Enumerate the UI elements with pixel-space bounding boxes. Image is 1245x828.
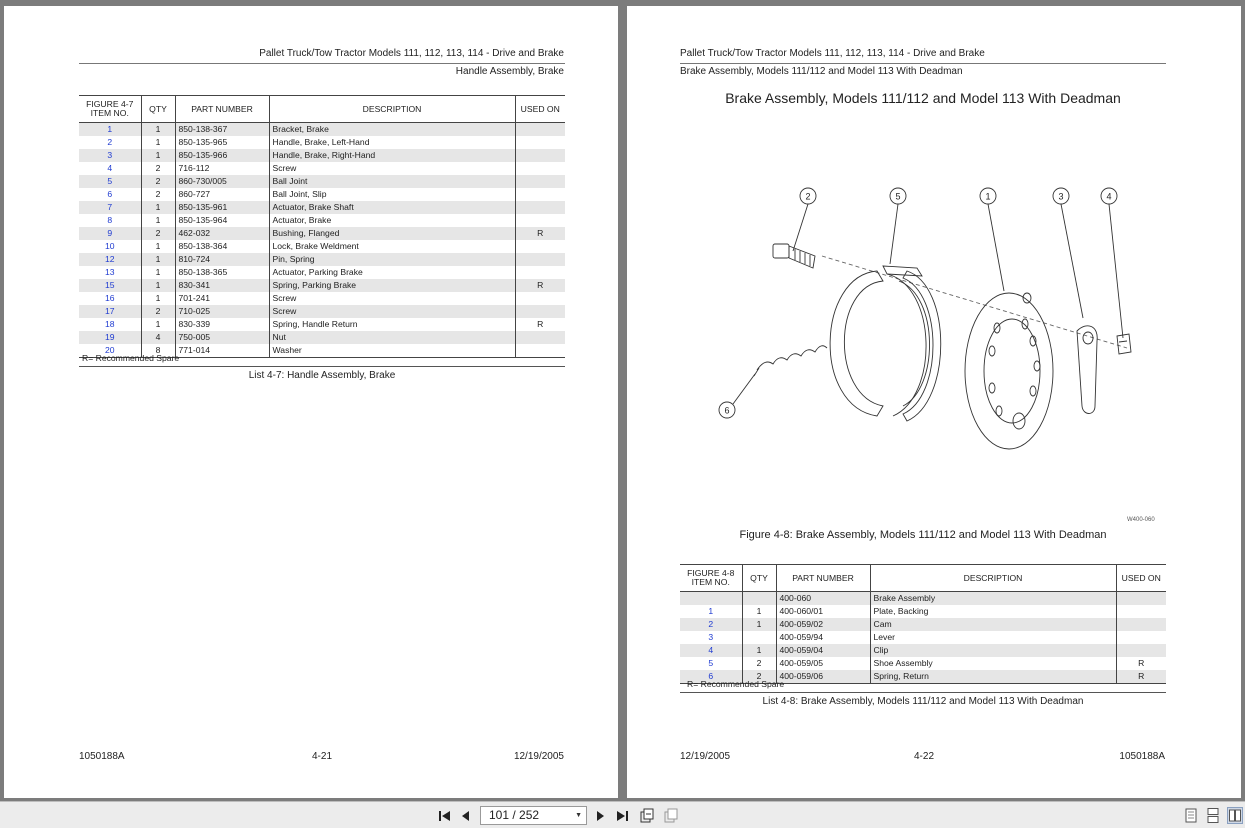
table-row — [79, 279, 565, 292]
part-number-cell: 462-032 — [175, 227, 269, 240]
qty-cell: 1 — [141, 266, 175, 279]
part-number-cell: 860-727 — [175, 188, 269, 201]
part-number-cell: 400-059/94 — [776, 631, 870, 644]
item-number-link[interactable]: 17 — [79, 305, 141, 318]
footer-date: 12/19/2005 — [680, 751, 731, 762]
continuous-icon[interactable] — [1205, 807, 1221, 824]
qty-cell: 1 — [141, 318, 175, 331]
table-row — [79, 214, 565, 227]
used-on-cell: R — [515, 279, 565, 292]
header-item-no: FIGURE 4-7 ITEM NO. — [79, 96, 141, 123]
footer-doc-number: 1050188A — [79, 751, 125, 762]
qty-cell: 2 — [742, 657, 776, 670]
svg-text:6: 6 — [724, 405, 730, 416]
item-number-link[interactable]: 13 — [104, 267, 115, 277]
shoe-assembly — [830, 266, 941, 421]
page-header-subtitle: Handle Assembly, Brake — [455, 66, 564, 77]
figure-id: W400-060 — [1127, 517, 1155, 523]
part-number-cell: 716-112 — [175, 162, 269, 175]
right-page — [627, 6, 1241, 798]
lever-part — [1077, 326, 1097, 414]
table-row — [680, 592, 1166, 606]
description-cell: Clip — [870, 644, 1116, 657]
part-number-cell: 810-724 — [175, 253, 269, 266]
page-header-subtitle: Brake Assembly, Models 111/112 and Model 113 With Deadman — [680, 66, 963, 77]
description-cell: Screw — [269, 305, 515, 318]
table-row — [79, 188, 565, 201]
callout-2 — [800, 188, 816, 204]
item-number-link[interactable]: 6 — [107, 189, 113, 199]
description-cell: Nut — [269, 331, 515, 344]
leader-line-1 — [988, 204, 1004, 291]
left-page — [4, 6, 618, 798]
description-cell: Screw — [269, 162, 515, 175]
description-cell: Handle, Brake, Left-Hand — [269, 136, 515, 149]
used-on-cell — [515, 188, 565, 201]
qty-cell — [742, 631, 776, 644]
table-row — [680, 644, 1166, 657]
table-row — [79, 123, 565, 137]
table-row — [79, 227, 565, 240]
go-forward-icon[interactable] — [662, 807, 680, 824]
description-cell: Pin, Spring — [269, 253, 515, 266]
qty-cell: 1 — [141, 292, 175, 305]
item-number-link[interactable]: 1 — [708, 606, 714, 616]
svg-text:4: 4 — [1106, 191, 1112, 202]
part-number-cell: 701-241 — [175, 292, 269, 305]
item-number-link[interactable]: 20 — [79, 344, 141, 358]
description-cell: Brake Assembly — [870, 592, 1116, 606]
callout-5 — [890, 188, 906, 204]
used-on-cell — [1116, 605, 1166, 618]
header-part-number: PART NUMBER — [776, 565, 870, 592]
used-on-cell — [515, 331, 565, 344]
last-page-icon[interactable] — [613, 807, 631, 824]
qty-cell: 1 — [141, 214, 175, 227]
svg-text:1: 1 — [985, 191, 991, 202]
part-number-cell: 850-135-961 — [175, 201, 269, 214]
item-number-link[interactable]: 18 — [104, 319, 115, 329]
parts-table-4-8 — [680, 564, 1166, 684]
header-used-on: USED ON — [515, 96, 565, 123]
description-cell: Handle, Brake, Right-Hand — [269, 149, 515, 162]
used-on-cell — [515, 266, 565, 279]
table-row — [680, 631, 1166, 644]
footer-page-number: 4-22 — [914, 751, 935, 762]
part-number-cell: 850-135-966 — [175, 149, 269, 162]
item-number-link[interactable]: 7 — [79, 201, 141, 214]
part-number-cell: 400-059/06 — [776, 670, 870, 684]
next-page-icon[interactable] — [592, 807, 608, 824]
qty-cell: 1 — [141, 149, 175, 162]
qty-cell: 4 — [141, 331, 175, 344]
header-rule — [680, 63, 1166, 64]
part-number-cell: 850-135-965 — [175, 136, 269, 149]
used-on-cell — [1116, 631, 1166, 644]
return-spring — [757, 346, 827, 370]
description-cell: Bushing, Flanged — [269, 227, 515, 240]
axis-line — [822, 256, 1127, 348]
table-row — [79, 318, 565, 331]
svg-text:5: 5 — [895, 191, 901, 202]
description-cell: Lever — [870, 631, 1116, 644]
item-number-link[interactable]: 15 — [79, 279, 141, 292]
qty-cell: 1 — [141, 201, 175, 214]
table-row — [79, 162, 565, 175]
description-cell: Ball Joint, Slip — [269, 188, 515, 201]
table-row — [79, 175, 565, 188]
item-number-link[interactable]: 3 — [708, 632, 714, 642]
part-number-cell: 400-060 — [776, 592, 870, 606]
callout-6 — [719, 402, 735, 418]
item-number-link[interactable]: 12 — [79, 253, 141, 266]
list-caption: List 4-8: Brake Assembly, Models 111/112 and Model 113 With Deadman — [762, 696, 1084, 707]
page-header-title: Pallet Truck/Tow Tractor Models 111, 112, 113, 114 - Drive and Brake — [259, 48, 564, 59]
leader-line-4 — [1109, 204, 1123, 338]
header-item-no: FIGURE 4-8 ITEM NO. — [680, 565, 742, 592]
part-number-cell: 830-339 — [175, 318, 269, 331]
qty-cell: 1 — [141, 253, 175, 266]
item-number-link[interactable]: 3 — [79, 149, 141, 162]
table-row — [680, 605, 1166, 618]
qty-cell: 1 — [141, 123, 175, 137]
header-used-on: USED ON — [1116, 565, 1166, 592]
part-number-cell: 850-138-365 — [175, 266, 269, 279]
facing-pages-icon[interactable] — [1227, 807, 1243, 824]
description-cell: Bracket, Brake — [269, 123, 515, 137]
description-cell: Actuator, Brake Shaft — [269, 201, 515, 214]
used-on-cell — [1116, 618, 1166, 631]
page-number-input[interactable] — [480, 806, 587, 825]
footnote-rule — [79, 366, 565, 367]
item-number-link[interactable]: 8 — [107, 215, 113, 225]
qty-cell — [742, 592, 776, 606]
footer-date: 12/19/2005 — [513, 751, 564, 762]
table-row — [79, 331, 565, 344]
item-number-link — [680, 592, 742, 606]
used-on-cell — [515, 175, 565, 188]
description-cell: Cam — [870, 618, 1116, 631]
used-on-cell — [515, 214, 565, 227]
part-number-cell: 750-005 — [175, 331, 269, 344]
svg-text:3: 3 — [1058, 191, 1064, 202]
first-page-icon[interactable] — [436, 807, 454, 824]
header-description: DESCRIPTION — [870, 565, 1116, 592]
item-number-link[interactable]: 2 — [107, 137, 113, 147]
used-on-cell — [515, 305, 565, 318]
table-row — [79, 292, 565, 305]
leader-line-5 — [890, 204, 898, 264]
table-row — [79, 266, 565, 279]
leader-line-6 — [733, 374, 755, 404]
brake-assembly-diagram — [707, 176, 1167, 461]
item-number-link[interactable]: 1 — [79, 123, 141, 137]
description-cell: Spring, Handle Return — [269, 318, 515, 331]
used-on-cell: R — [515, 318, 565, 331]
table-row — [79, 253, 565, 266]
used-on-cell: R — [515, 227, 565, 240]
header-part-number: PART NUMBER — [175, 96, 269, 123]
item-number-link[interactable]: 2 — [680, 618, 742, 631]
footnote-rule — [680, 692, 1166, 693]
part-number-cell: 771-014 — [175, 344, 269, 358]
item-number-link[interactable]: 4 — [680, 644, 742, 657]
description-cell: Screw — [269, 292, 515, 305]
qty-cell: 2 — [141, 227, 175, 240]
cam-part — [773, 244, 815, 268]
chevron-down-icon[interactable]: ▼ — [575, 812, 582, 819]
part-number-cell: 850-138-364 — [175, 240, 269, 253]
part-number-cell: 400-059/05 — [776, 657, 870, 670]
description-cell: Spring, Parking Brake — [269, 279, 515, 292]
qty-cell: 1 — [141, 136, 175, 149]
header-qty: QTY — [742, 565, 776, 592]
description-cell: Washer — [269, 344, 515, 358]
item-number-link[interactable]: 5 — [79, 175, 141, 188]
item-number-link[interactable]: 19 — [79, 331, 141, 344]
table-header-row — [680, 565, 1166, 592]
used-on-cell: R — [1116, 670, 1166, 684]
page-header-title: Pallet Truck/Tow Tractor Models 111, 112, 113, 114 - Drive and Brake — [680, 48, 985, 59]
used-on-cell — [515, 344, 565, 358]
item-number-link[interactable]: 4 — [107, 163, 113, 173]
header-description: DESCRIPTION — [269, 96, 515, 123]
used-on-cell — [515, 136, 565, 149]
used-on-cell: R — [1116, 657, 1166, 670]
single-page-icon[interactable] — [1183, 807, 1199, 824]
table-row — [79, 240, 565, 253]
qty-cell: 2 — [141, 188, 175, 201]
table-row — [680, 618, 1166, 631]
parts-table-4-7 — [79, 95, 565, 358]
used-on-cell — [1116, 644, 1166, 657]
footer-page-number: 4-21 — [312, 751, 333, 762]
part-number-cell: 830-341 — [175, 279, 269, 292]
part-number-cell: 400-059/04 — [776, 644, 870, 657]
part-number-cell: 710-025 — [175, 305, 269, 318]
footer-doc-number: 1050188A — [1119, 751, 1165, 762]
leader-line-2 — [793, 204, 808, 251]
part-number-cell: 400-060/01 — [776, 605, 870, 618]
item-number-link[interactable]: 5 — [708, 658, 714, 668]
qty-cell: 2 — [742, 670, 776, 684]
table-row — [79, 305, 565, 318]
footnote: R= Recommended Spare — [82, 353, 180, 363]
qty-cell: 1 — [742, 605, 776, 618]
description-cell: Ball Joint — [269, 175, 515, 188]
part-number-cell: 400-059/02 — [776, 618, 870, 631]
item-number-link[interactable]: 6 — [680, 670, 742, 684]
description-cell: Shoe Assembly — [870, 657, 1116, 670]
figure-caption: Figure 4-8: Brake Assembly, Models 111/112 and Model 113 With Deadman — [739, 529, 1107, 541]
footnote: R= Recommended Spare — [687, 679, 785, 689]
table-row — [79, 136, 565, 149]
table-row — [79, 149, 565, 162]
header-rule — [79, 63, 565, 64]
callout-4 — [1101, 188, 1117, 204]
used-on-cell — [515, 253, 565, 266]
used-on-cell — [515, 201, 565, 214]
part-number-cell: 850-135-964 — [175, 214, 269, 227]
item-number-link[interactable]: 10 — [104, 241, 115, 251]
figure-title: Brake Assembly, Models 111/112 and Model 113 With Deadman — [725, 90, 1121, 106]
qty-cell: 2 — [141, 162, 175, 175]
qty-cell: 1 — [141, 240, 175, 253]
viewer-toolbar — [0, 801, 1245, 828]
qty-cell: 1 — [742, 618, 776, 631]
backing-plate — [965, 293, 1053, 449]
qty-cell: 1 — [141, 279, 175, 292]
description-cell: Plate, Backing — [870, 605, 1116, 618]
prev-page-icon[interactable] — [458, 807, 474, 824]
callout-1 — [980, 188, 996, 204]
part-number-cell: 850-138-367 — [175, 123, 269, 137]
list-caption: List 4-7: Handle Assembly, Brake — [248, 370, 396, 381]
description-cell: Actuator, Brake — [269, 214, 515, 227]
table-header-row — [79, 96, 565, 123]
go-back-icon[interactable] — [638, 807, 656, 824]
qty-cell: 2 — [141, 305, 175, 318]
used-on-cell — [515, 162, 565, 175]
svg-text:2: 2 — [805, 191, 811, 202]
used-on-cell — [515, 292, 565, 305]
header-qty: QTY — [141, 96, 175, 123]
used-on-cell — [1116, 592, 1166, 606]
callout-3 — [1053, 188, 1069, 204]
description-cell: Spring, Return — [870, 670, 1116, 684]
qty-cell: 1 — [742, 644, 776, 657]
qty-cell: 8 — [141, 344, 175, 358]
leader-line-3 — [1061, 204, 1083, 318]
table-row — [680, 657, 1166, 670]
item-number-link[interactable]: 9 — [79, 227, 141, 240]
description-cell: Lock, Brake Weldment — [269, 240, 515, 253]
part-number-cell: 860-730/005 — [175, 175, 269, 188]
used-on-cell — [515, 240, 565, 253]
description-cell: Actuator, Parking Brake — [269, 266, 515, 279]
item-number-link[interactable]: 16 — [104, 293, 115, 303]
page-indicator-text: 101 / 252 — [489, 808, 540, 822]
table-row — [79, 201, 565, 214]
used-on-cell — [515, 149, 565, 162]
qty-cell: 2 — [141, 175, 175, 188]
used-on-cell — [515, 123, 565, 137]
clip-part — [1117, 334, 1131, 354]
